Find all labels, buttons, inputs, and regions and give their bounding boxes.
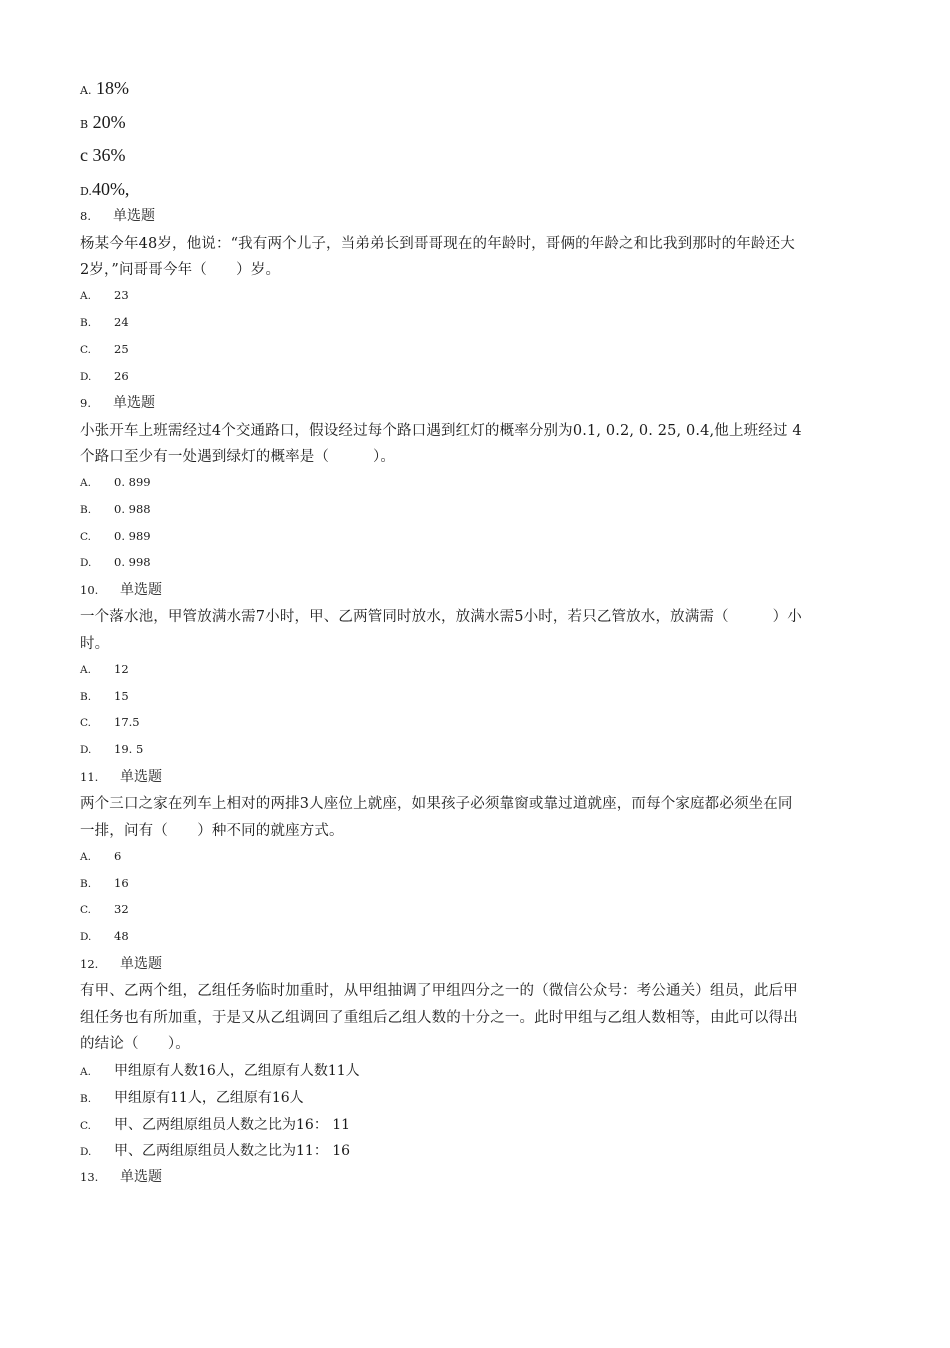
question-13-header: 13. 单选题 bbox=[80, 1169, 162, 1185]
question-9-text-line1: 小张开车上班需经过4个交通路口，假设经过每个路口遇到红灯的概率分别为0.1, 0.2, 0. 25, 0.4,他上班经过 4 bbox=[80, 423, 802, 439]
question-8-text-line1: 杨某今年48岁，他说：“我有两个儿子，当弟弟长到哥哥现在的年龄时，哥俩的年龄之和比我到那时的年龄还大 bbox=[80, 236, 795, 252]
question-9-option-d: D. 0. 998 bbox=[80, 555, 151, 569]
question-11-option-c: C. 32 bbox=[80, 902, 129, 916]
question-12-header: 12. 单选题 bbox=[80, 956, 162, 972]
question-9-option-b: B. 0. 988 bbox=[80, 502, 151, 516]
question-12-text-line3: 的结论（ ）。 bbox=[80, 1036, 190, 1052]
question-10-text-line2: 时。 bbox=[80, 636, 110, 652]
prev-option-d: D.40%, bbox=[80, 179, 130, 199]
question-9-header: 9. 单选题 bbox=[80, 395, 155, 411]
question-8-text-line2: 2岁，”问哥哥今年（ ）岁。 bbox=[80, 262, 281, 278]
prev-option-a: A. 18% bbox=[80, 78, 129, 98]
question-11-option-b: B. 16 bbox=[80, 876, 129, 890]
prev-option-b: B 20% bbox=[80, 112, 126, 132]
question-12-text-line2: 组任务也有所加重，于是又从乙组调回了重组后乙组人数的十分之一。此时甲组与乙组人数相等，由此可以得出 bbox=[80, 1010, 798, 1026]
question-8-option-d: D. 26 bbox=[80, 369, 129, 383]
question-11-header: 11. 单选题 bbox=[80, 769, 162, 785]
question-10-option-d: D. 19. 5 bbox=[80, 742, 144, 756]
question-9-option-c: C. 0. 989 bbox=[80, 529, 151, 543]
question-10-option-a: A. 12 bbox=[80, 662, 129, 676]
question-12-option-d: D. 甲、乙两组原组员人数之比为11： 16 bbox=[80, 1143, 351, 1159]
question-8-header: 8. 单选题 bbox=[80, 208, 155, 224]
question-10-option-c: C. 17.5 bbox=[80, 715, 140, 729]
question-12-option-c: C. 甲、乙两组原组员人数之比为16： 11 bbox=[80, 1117, 351, 1133]
question-10-option-b: B. 15 bbox=[80, 689, 129, 703]
question-12-option-a: A. 甲组原有人数16人，乙组原有人数11人 bbox=[80, 1063, 360, 1079]
question-10-header: 10. 单选题 bbox=[80, 582, 162, 598]
question-12-option-b: B. 甲组原有11人，乙组原有16人 bbox=[80, 1090, 304, 1106]
question-10-text-line1: 一个落水池，甲管放满水需7小时，甲、乙两管同时放水，放满水需5小时，若只乙管放水，放满需（ ）小 bbox=[80, 609, 802, 625]
question-8-option-b: B. 24 bbox=[80, 315, 129, 329]
question-8-option-c: C. 25 bbox=[80, 342, 129, 356]
question-11-text-line1: 两个三口之家在列车上相对的两排3人座位上就座，如果孩子必须靠窗或靠过道就座，而每个家庭都必须坐在同 bbox=[80, 796, 793, 812]
prev-option-c: c 36% bbox=[80, 145, 126, 165]
question-9-text-line2: 个路口至少有一处遇到绿灯的概率是（ ）。 bbox=[80, 449, 396, 465]
question-11-option-d: D. 48 bbox=[80, 929, 129, 943]
question-11-text-line2: 一排，问有（ ）种不同的就座方式。 bbox=[80, 823, 344, 839]
question-8-option-a: A. 23 bbox=[80, 288, 129, 302]
question-9-option-a: A. 0. 899 bbox=[80, 475, 151, 489]
question-11-option-a: A. 6 bbox=[80, 849, 122, 863]
question-12-text-line1: 有甲、乙两个组，乙组任务临时加重时，从甲组抽调了甲组四分之一的（微信公众号：考公通关）组员，此后甲 bbox=[80, 983, 798, 999]
